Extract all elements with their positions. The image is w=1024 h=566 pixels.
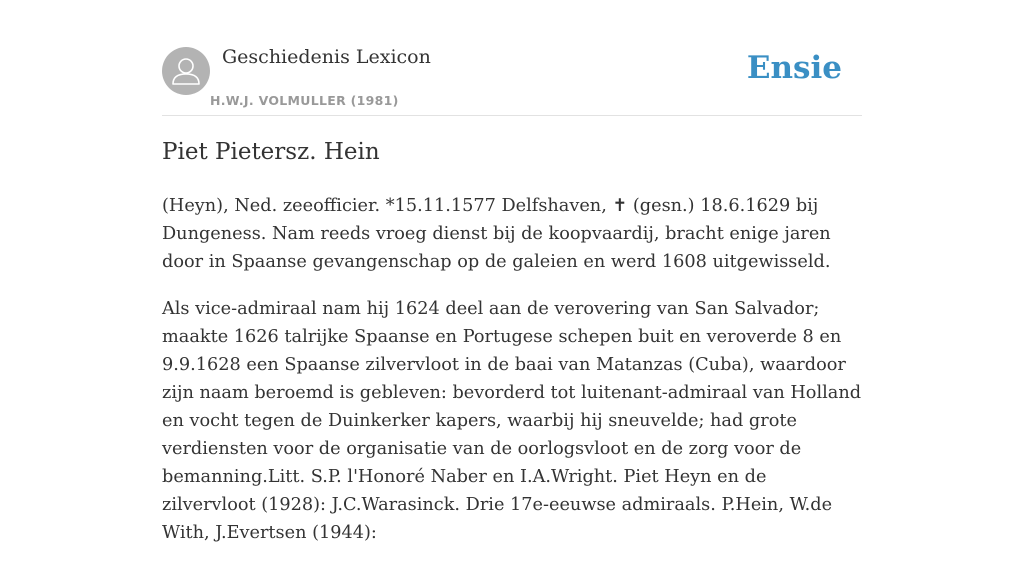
source-title[interactable]: Geschiedenis Lexicon	[222, 46, 431, 68]
entry-paragraph: Als vice-admiraal nam hij 1624 deel aan de verovering van San Salvador; maakte 1626 talrijke Spaanse en Portugese schepen buit en veroverde 8 en 9.9.1628 een Spaanse zilvervloot in de baai van Matanzas (Cuba), waardoor zijn naam beroemd is gebleven: bevorderd tot luitenant-admiraal van Holland en vocht tegen de Duinkerker kapers, waarbij hij sneuvelde; had grote verdiensten voor de organisatie van de oorlogsvloot en de zorg voor de bemanning.Litt. S.P. l'Honoré Naber en I.A.Wright. Piet Heyn en de zilvervloot (1928): J.C.Warasinck. Drie 17e-eeuwse admiraals. P.Hein, W.de With, J.Evertsen (1944):	[162, 299, 862, 543]
source-author[interactable]: H.W.J. VOLMULLER (1981)	[210, 93, 399, 108]
avatar[interactable]	[162, 47, 210, 95]
brand-logo[interactable]: Ensie	[746, 50, 842, 86]
user-icon	[162, 47, 210, 95]
source-header	[162, 0, 862, 116]
entry-body	[162, 192, 862, 566]
page-container	[162, 0, 862, 543]
entry-paragraph: (Heyn), Ned. zeeofficier. *15.11.1577 Delfshaven, ✝ (gesn.) 18.6.1629 bij Dungeness. Nam reeds vroeg dienst bij de koopvaardij, bracht enige jaren door in Spaanse gevangenschap op de galeien en werd 1608 uitgewisseld.	[162, 196, 831, 272]
page-title: Piet Pietersz. Hein	[162, 139, 380, 165]
